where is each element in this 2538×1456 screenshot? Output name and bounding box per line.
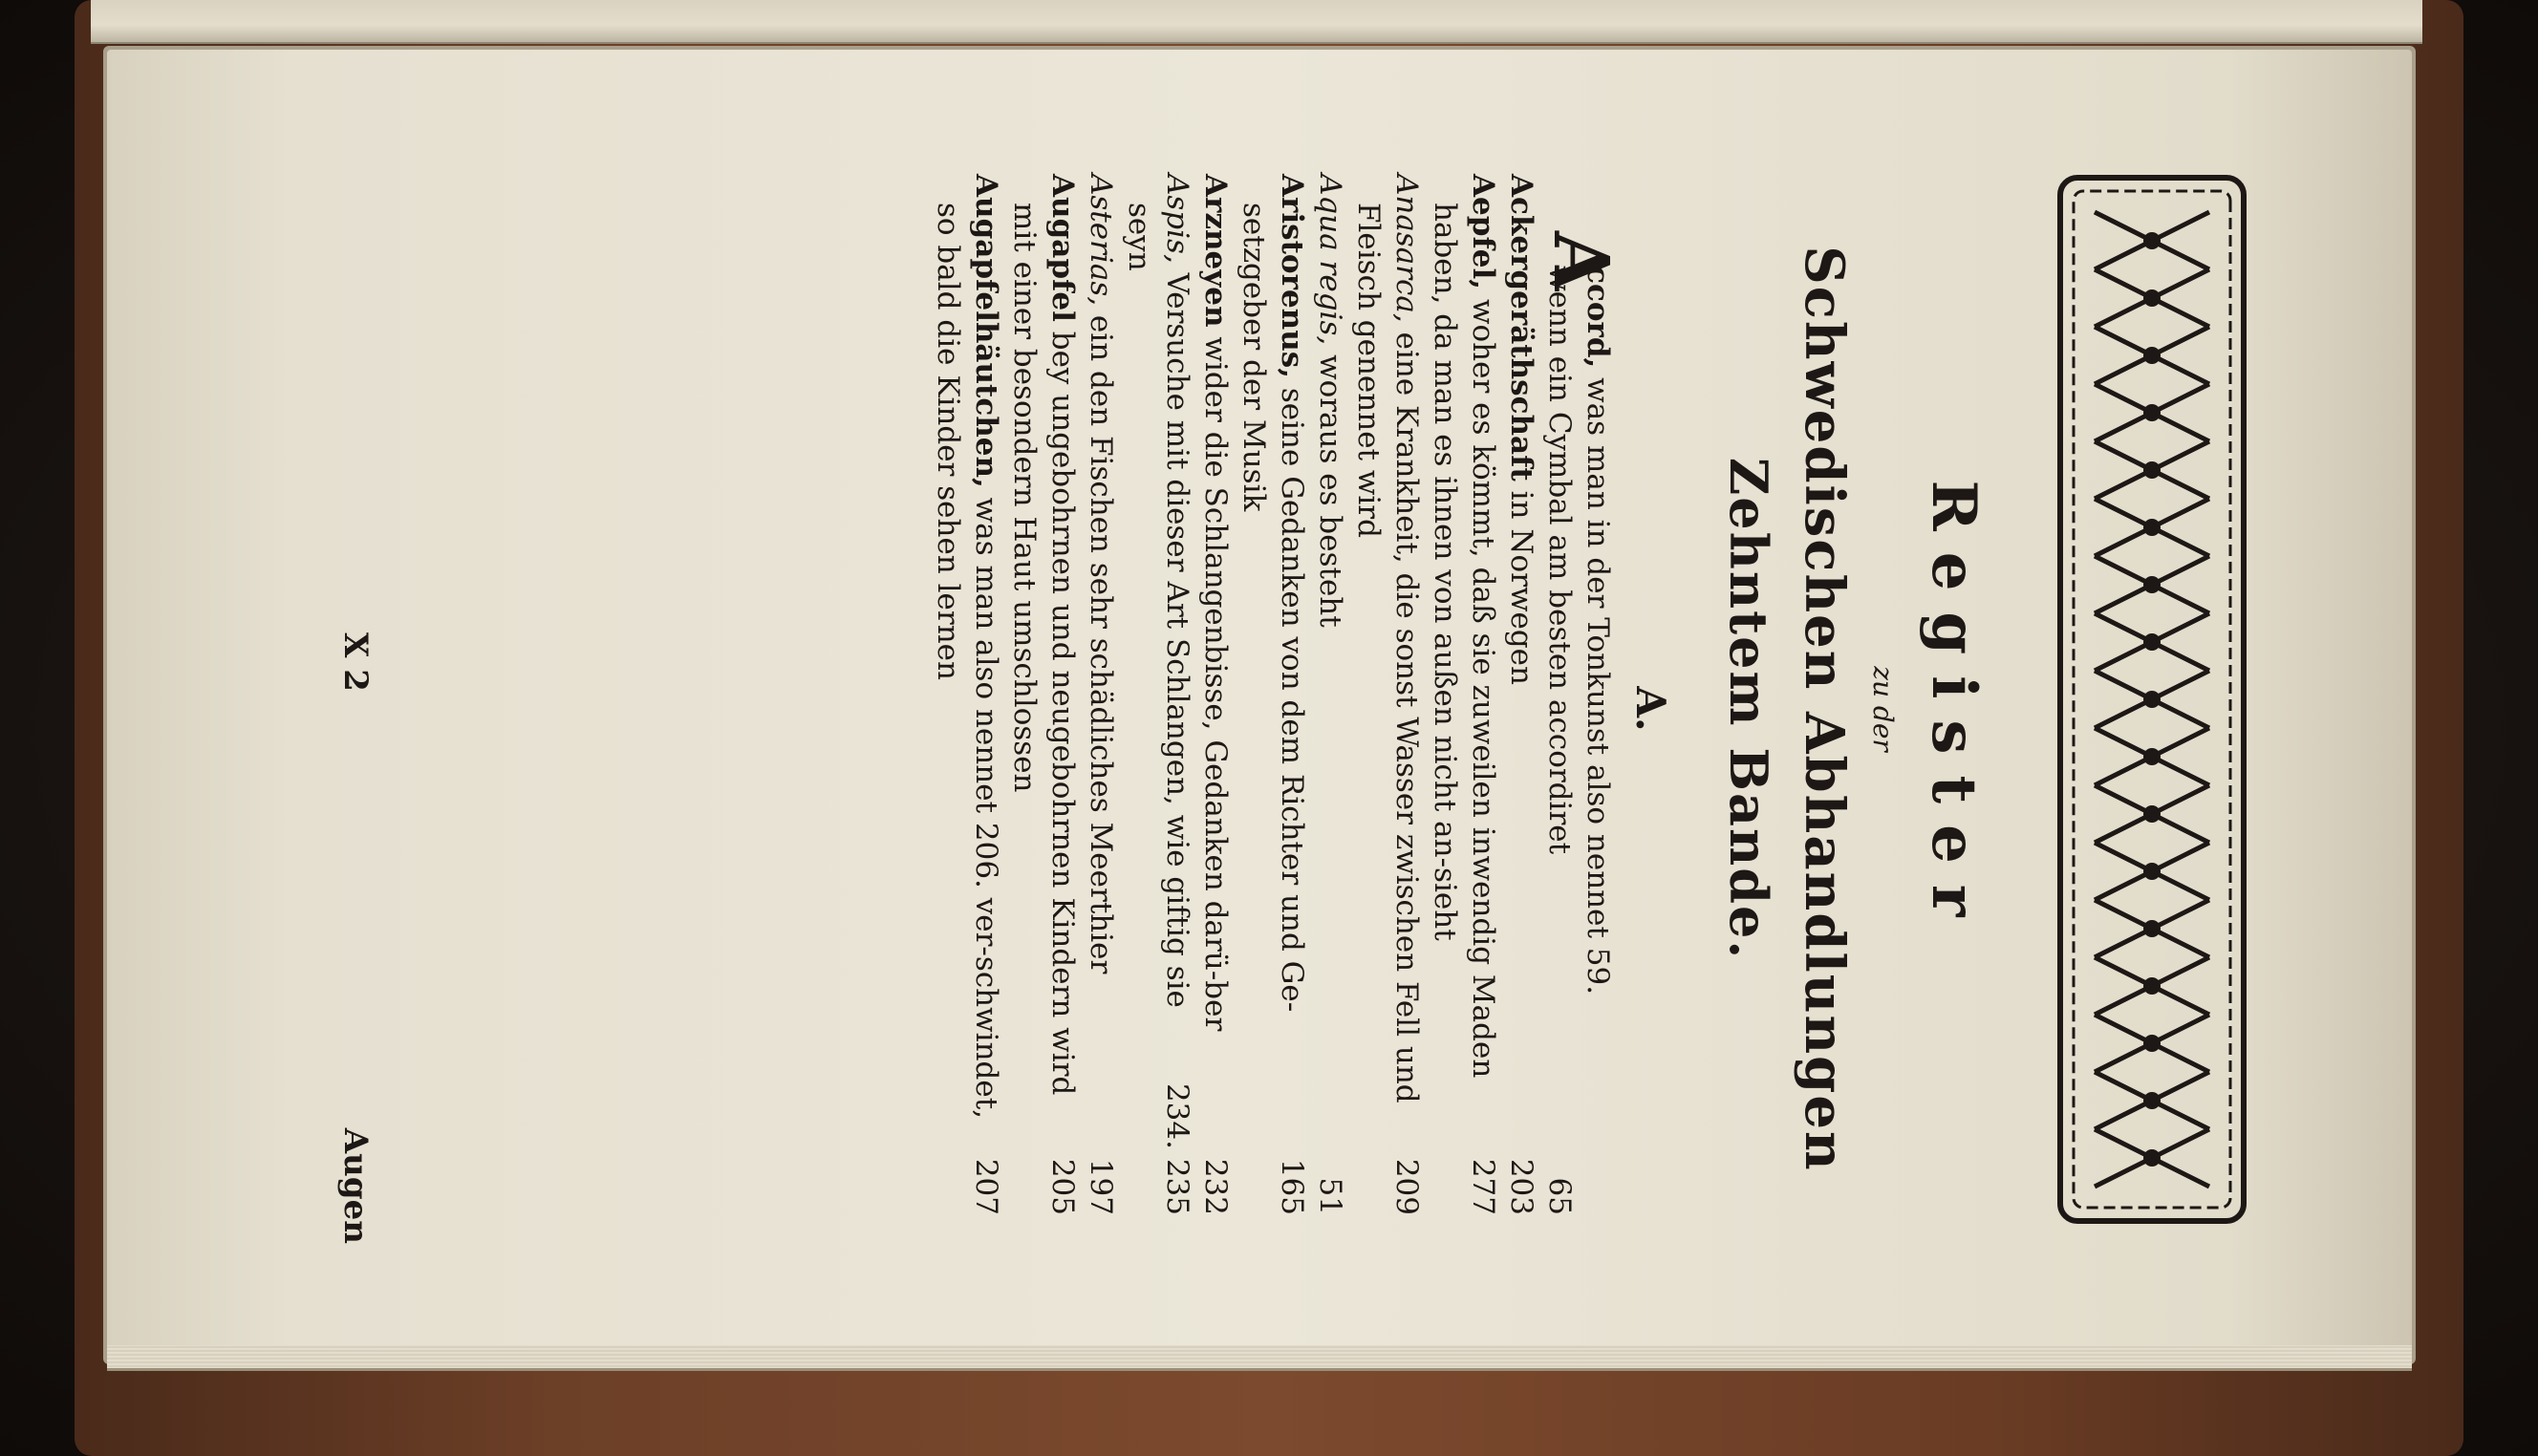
entry-page-number: 203 — [1504, 1158, 1538, 1215]
index-entry — [1196, 174, 1235, 1215]
entry-page-number: 51 — [1313, 1177, 1347, 1215]
entry-term: ccord, — [1581, 266, 1615, 369]
entry-page-number: 209 — [1389, 1158, 1424, 1215]
entry-term: Augapfelhäutchen, — [969, 174, 1003, 488]
entry-page-number: 205 — [1045, 1158, 1080, 1215]
title-connector: zu der — [1867, 666, 1899, 752]
index-entry — [1311, 174, 1349, 1215]
entry-text: eine Krankheit, die sonst Wasser zwischen Fell und Fleisch genennet wird — [1351, 203, 1424, 1103]
register-title: Register — [1918, 480, 1990, 938]
entry-term: Aristorenus, — [1275, 174, 1309, 378]
index-entries — [929, 174, 1626, 1215]
index-entry — [1502, 174, 1540, 1215]
index-entry — [1349, 174, 1426, 1215]
entry-page-number: 277 — [1466, 1158, 1500, 1215]
entry-text: in Norwegen — [1504, 481, 1538, 685]
entry-term: Aspis, — [1160, 174, 1194, 264]
section-letter: A. — [1627, 686, 1674, 732]
entry-text: wenn ein Cymbal am besten accordiret — [1542, 266, 1577, 855]
index-entry — [1426, 174, 1502, 1215]
index-entry — [929, 174, 1005, 1215]
volume-title: Zehntem Bande. — [1718, 457, 1779, 961]
entry-page-number: 207 — [969, 1158, 1003, 1215]
entry-text: ein den Fischen sehr schädliches Meerthier — [1084, 306, 1118, 974]
decorated-initial: A — [1537, 231, 1626, 291]
index-entry — [1235, 174, 1311, 1215]
publication-title: Schwedischen Abhandlungen — [1793, 246, 1856, 1172]
entry-text: seine Gedanken von dem Richter und Ge-setzgeber der Musik — [1237, 203, 1309, 1013]
entry-page-number: 165 — [1275, 1158, 1309, 1215]
signature-mark: X 2 — [336, 632, 375, 692]
index-entry — [1005, 174, 1082, 1215]
entry-text: wider die Schlangenbisse, Gedanken darü-ber — [1198, 327, 1233, 1032]
entry-text: was man also nennet 206. ver-schwindet, so bald die Kinder sehen lernen — [931, 203, 1003, 1120]
entry-text: woraus es besteht — [1313, 345, 1347, 628]
entry-term: Augapfel — [1045, 174, 1080, 322]
previous-page-edge — [91, 0, 2422, 44]
page-block-edges — [107, 1345, 2412, 1371]
index-entry — [1120, 174, 1196, 1215]
entry-page-number: 232 — [1198, 1158, 1233, 1215]
page-content — [145, 136, 2248, 1282]
entry-page-number: 197 — [1084, 1158, 1118, 1215]
index-entry — [1082, 174, 1120, 1215]
entry-text: was man in der Tonkunst also nennet 59. — [1581, 368, 1615, 996]
entry-text: woher es kömmt, daß sie zuweilen inwendig Maden haben, da man es ihnen von außen nicht an-sieht — [1428, 203, 1500, 1079]
entry-text: Versuche mit dieser Art Schlangen, wie giftig sie seyn — [1122, 203, 1194, 1008]
entry-page-number: 234. 235 — [1160, 1082, 1194, 1215]
entry-term: Asterias, — [1084, 174, 1118, 307]
book-page — [107, 50, 2412, 1357]
entry-text: bey ungebohrnen und neugebohrnen Kindern wird mit einer besondern Haut umschlossen — [1007, 203, 1080, 1096]
decorative-border-ornament — [2056, 174, 2248, 1225]
entry-term: Aqua regis, — [1313, 174, 1347, 346]
index-entry — [1540, 174, 1579, 1215]
entry-term: Arzneyen — [1198, 174, 1233, 328]
catchword: Augen — [336, 1127, 375, 1244]
entry-page-number: 65 — [1542, 1177, 1577, 1215]
entry-term: Anasarca, — [1389, 174, 1424, 323]
entry-term: Ackergeräthschaft — [1504, 174, 1538, 482]
entry-term: Aepfel, — [1466, 174, 1500, 290]
